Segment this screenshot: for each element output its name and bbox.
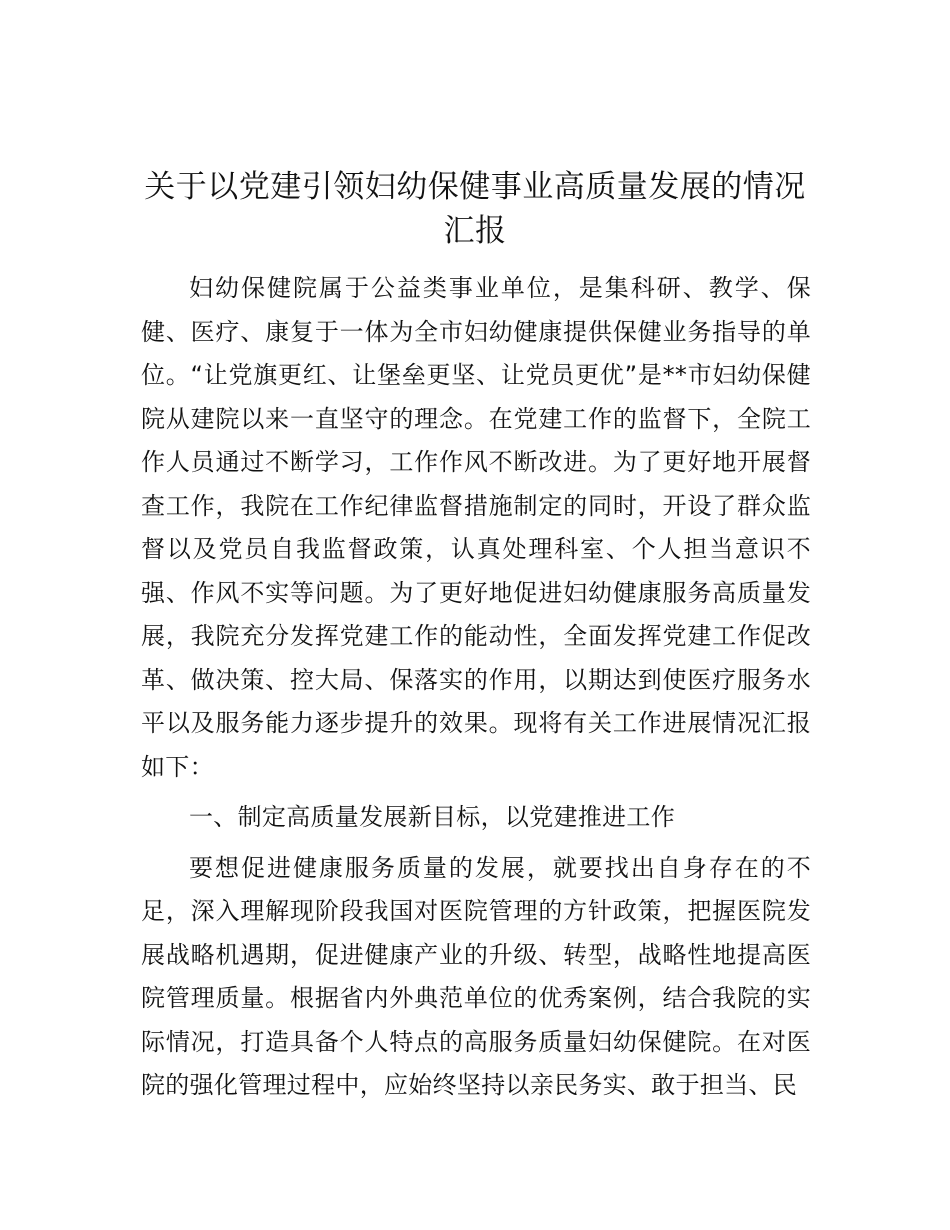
- document-title: 关于以党建引领妇幼保健事业高质量发展的情况汇报: [144, 169, 806, 249]
- document-body: [141, 267, 811, 1108]
- section-1-paragraph: 要想促进健康服务质量的发展，就要找出自身存在的不足，深入理解现阶段我国对医院管理的方针政策，把握医院发展战略机遇期，促进健康产业的升级、转型，战略性地提高医院管理质量。根据省内外典范单位的优秀案例，结合我院的实际情况，打造具备个人特点的高服务质量妇幼保健院。在对医院的强化管理过程中，应始终坚持以亲民务实、敢于担当、民: [141, 853, 811, 1099]
- intro-paragraph: 妇幼保健院属于公益类事业单位，是集科研、教学、保健、医疗、康复于一体为全市妇幼健康提供保健业务指导的单位。“让党旗更红、让堡垒更坚、让党员更优”是**市妇幼保健院从建院以来一直坚守的理念。在党建工作的监督下，全院工作人员通过不断学习，工作作风不断改进。为了更好地开展督查工作，我院在工作纪律监督措施制定的同时，开设了群众监督以及党员自我监督政策，认真处理科室、个人担当意识不强、作风不实等问题。为了更好地促进妇幼健康服务高质量发展，我院充分发挥党建工作的能动性，全面发挥党建工作促改革、做决策、控大局、保落实的作用，以期达到使医疗服务水平以及服务能力逐步提升的效果。现将有关工作进展情况汇报如下：: [141, 274, 811, 781]
- section-heading-1: 一、制定高质量发展新目标，以党建推进工作: [189, 803, 675, 831]
